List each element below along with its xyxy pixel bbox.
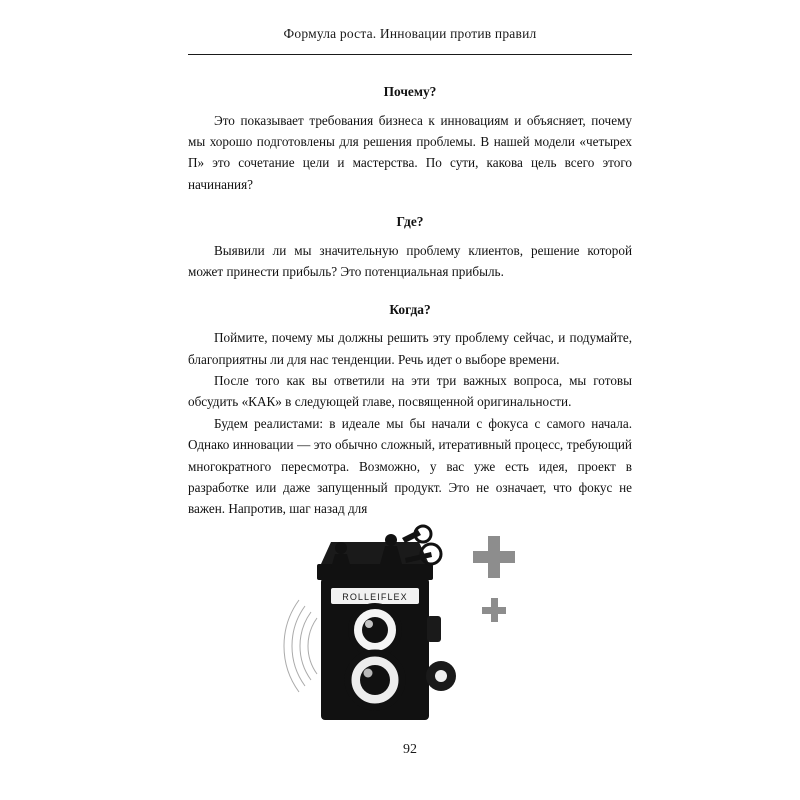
- paragraph-when: Поймите, почему мы должны решить эту проблему сейчас, и подумайте, благоприятны ли для нас тенденции. Речь идет о выборе времени.: [188, 330, 632, 367]
- paragraph-how: После того как вы ответили на эти три важных вопроса, мы готовы обсудить «КАК» в следующей главе, посвященной оригинальности.: [188, 373, 632, 410]
- page-number: 92: [403, 742, 417, 757]
- camera-illustration-icon: [255, 524, 545, 724]
- running-head: Формула роста. Инновации против правил: [283, 26, 537, 41]
- svg-text:ROLLEIFLEX: ROLLEIFLEX: [342, 592, 408, 602]
- paragraph-why: Это показывает требования бизнеса к инновациям и объясняет, почему мы хорошо подготовлены для решения проблемы. В нашей модели «четырех П» это сочетание цели и мастерства. По сути, какова цель всего этого начинания?: [188, 112, 632, 192]
- subheading-where: Где?: [396, 214, 424, 230]
- header-rule: [188, 54, 632, 55]
- subheading-why: Почему?: [383, 84, 437, 99]
- subheading-when: Когда?: [389, 301, 431, 317]
- chapter-illustration: [255, 524, 545, 724]
- body-text: [188, 81, 632, 520]
- paragraph-realists: Будем реалистами: в идеале мы бы начали с фокуса с самого начала. Однако инновации — это обычно сложный, итеративный процесс, требующий многократного пересмотра. Возможно, у вас уже есть идея, проект в разработке или даже запущенный продукт. Это не означает, что фокус не важен. Напротив, шаг назад для: [188, 415, 632, 517]
- paragraph-where: Выявили ли мы значительную проблему клиентов, решение которой может принести прибыль? Это потенциальная прибыль.: [188, 242, 632, 280]
